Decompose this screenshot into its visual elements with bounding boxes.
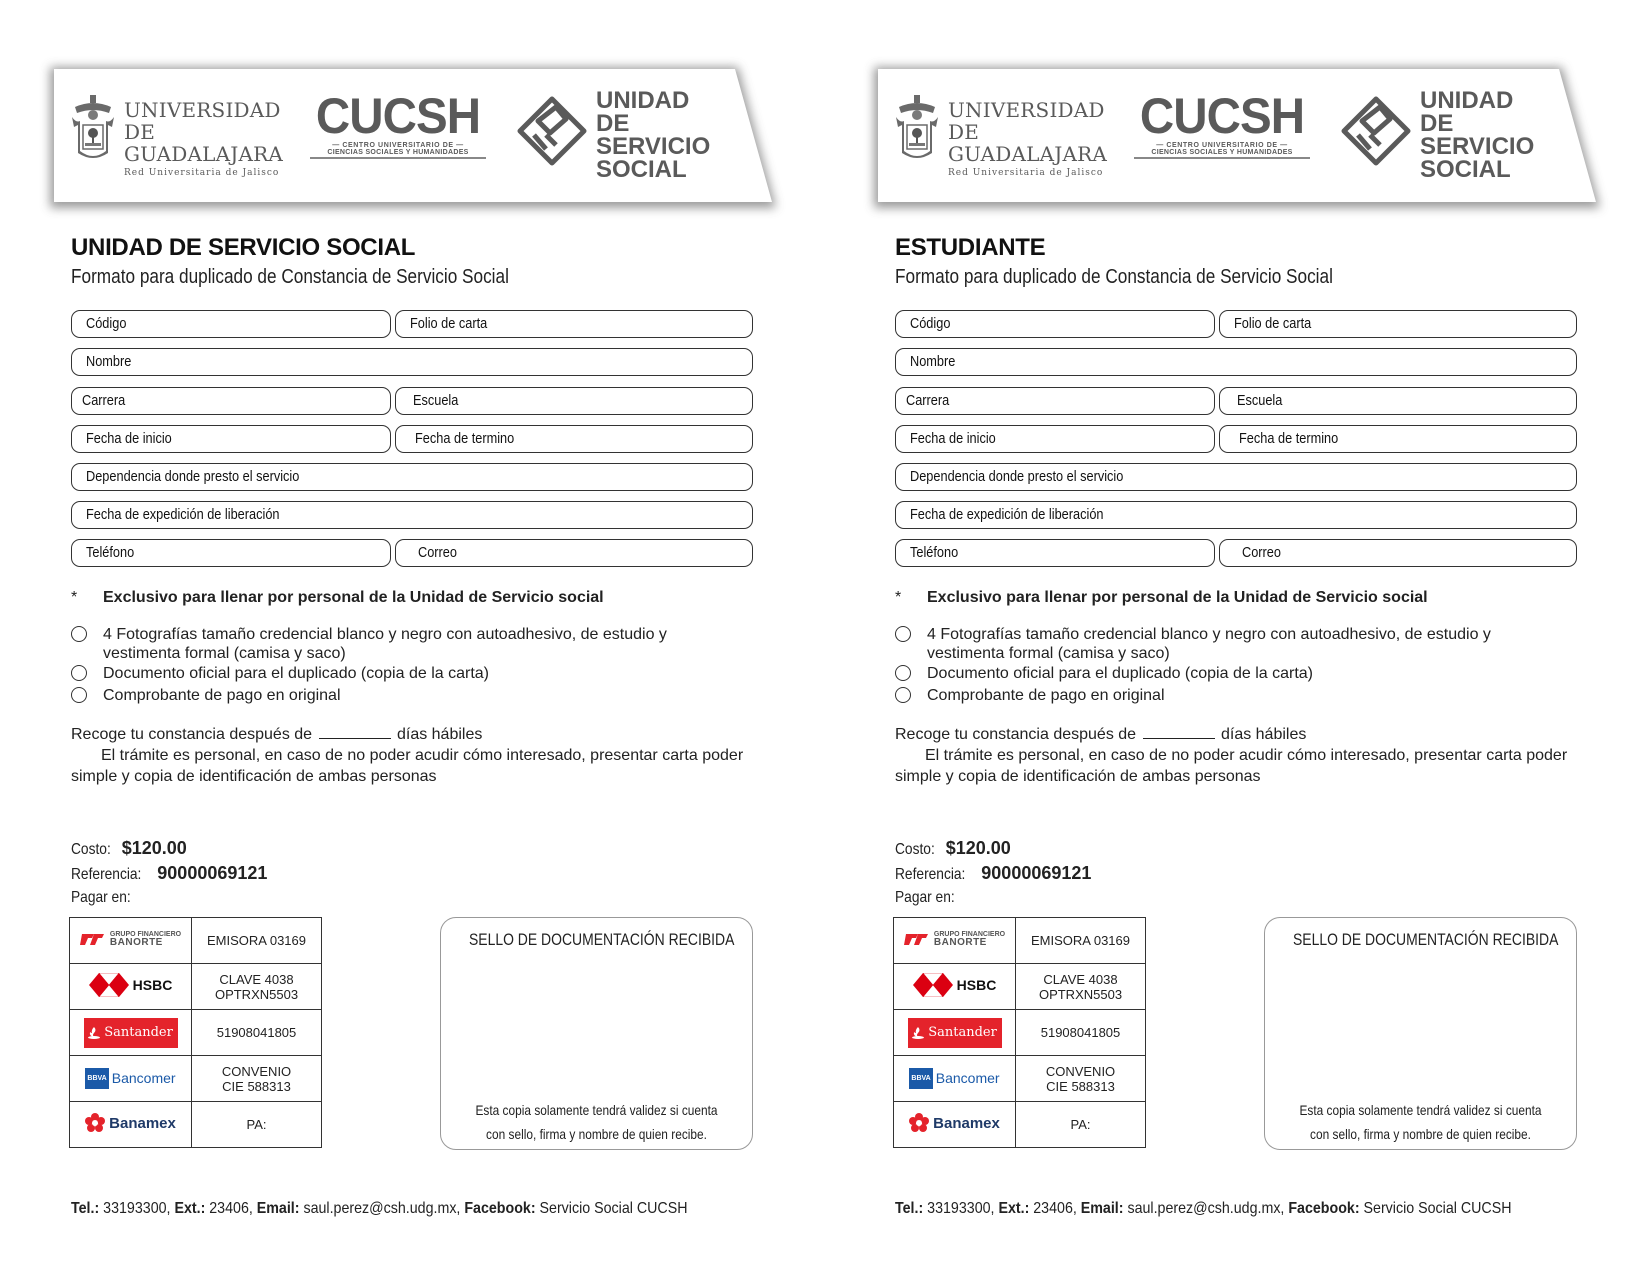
- facebook-label: Facebook:: [464, 1200, 536, 1217]
- bank-row-bancomer: [894, 1056, 1146, 1102]
- banamex-flower-icon: [909, 1113, 929, 1133]
- checklist-text: Documento oficial para el duplicado (copia de la carta): [927, 665, 1313, 682]
- bancomer-detail-line2: CIE 588313: [222, 1078, 291, 1094]
- bank-row-santander: [894, 1010, 1146, 1056]
- fecha-expedicion-label: Fecha de expedición de liberación: [910, 506, 1104, 523]
- correo-field[interactable]: [395, 539, 753, 567]
- escuela-label: Escuela: [413, 392, 459, 409]
- banamex-name: Banamex: [109, 1114, 176, 1132]
- tel-label: Tel.:: [895, 1200, 924, 1217]
- pickup-after: días hábiles: [396, 726, 483, 743]
- checklist-text: 4 Fotografías tamaño credencial blanco y negro con autoadhesivo, de estudio y vestimenta formal (camisa y saco): [103, 626, 667, 662]
- santander-detail: [1016, 1010, 1146, 1056]
- fecha-termino-label: Fecha de termino: [1239, 430, 1339, 447]
- pay-at-label: Pagar en:: [71, 889, 131, 906]
- ext-label: Ext.:: [998, 1200, 1030, 1217]
- stamp-title: SELLO DE DOCUMENTACIÓN RECIBIDA: [468, 930, 735, 949]
- checklist-item-payment[interactable]: [895, 686, 1537, 705]
- asterisk: *: [895, 589, 902, 606]
- checklist-text: Documento oficial para el duplicado (copia de la carta): [103, 665, 489, 682]
- reference-label: Referencia:: [71, 866, 142, 883]
- carrera-field[interactable]: [895, 387, 1215, 415]
- panel-unidad-servicio-social: [0, 0, 800, 1275]
- banorte-logo: [894, 918, 1016, 964]
- bank-row-banorte: [70, 918, 322, 964]
- bank-row-banamex: [894, 1102, 1146, 1148]
- correo-field[interactable]: [1219, 539, 1577, 567]
- asterisk: *: [71, 589, 78, 606]
- banorte-detail-line1: EMISORA 03169: [207, 933, 306, 948]
- telefono-field[interactable]: [71, 539, 391, 567]
- banamex-detail-line1: PA:: [246, 1117, 267, 1132]
- uss-line1: UNIDAD DE: [1420, 87, 1514, 137]
- bancomer-logo: [894, 1056, 1016, 1102]
- folio-field[interactable]: [395, 310, 753, 338]
- cost-label: Costo:: [71, 841, 111, 858]
- santander-detail-line1: 51908041805: [1040, 1025, 1121, 1040]
- udg-tagline: Red Universitaria de Jalisco: [948, 168, 1104, 178]
- radio-circle-icon[interactable]: [895, 687, 911, 703]
- bancomer-name: Bancomer: [111, 1070, 176, 1086]
- email-label: Email:: [1080, 1200, 1124, 1217]
- hsbc-detail-line1: CLAVE 4038: [1043, 971, 1118, 987]
- santander-logo: [894, 1010, 1016, 1056]
- reference-line: [71, 863, 267, 884]
- university-crest-icon: [72, 95, 114, 159]
- bbva-mark: BBVA: [909, 1068, 932, 1089]
- staff-only-text: Exclusivo para llenar por personal de la Unidad de Servicio social: [927, 589, 1428, 606]
- university-crest-icon: [896, 95, 938, 159]
- correo-label: Correo: [418, 544, 457, 561]
- handshake-icon: [516, 95, 588, 167]
- days-blank[interactable]: [1143, 724, 1215, 739]
- carrera-label: Carrera: [82, 392, 126, 409]
- bancomer-logo: [70, 1056, 192, 1102]
- tel-label: Tel.:: [71, 1200, 100, 1217]
- bank-table: [69, 917, 322, 1148]
- hsbc-detail: [1016, 964, 1146, 1010]
- banorte-detail: [192, 918, 322, 964]
- contact-footer: [895, 1200, 1512, 1218]
- pickup-instructions: [895, 724, 1585, 787]
- reference-value: 90000069121: [981, 863, 1092, 883]
- bank-table: [893, 917, 1146, 1148]
- email-value[interactable]: saul.perez@csh.udg.mx,: [1123, 1200, 1289, 1217]
- nombre-label: Nombre: [86, 353, 132, 370]
- reference-line: [895, 863, 1091, 884]
- hsbc-detail-line2: OPTRXN5503: [1038, 986, 1123, 1002]
- escuela-field[interactable]: [1219, 387, 1577, 415]
- cost-label: Costo:: [895, 841, 935, 858]
- nombre-field[interactable]: [71, 348, 753, 376]
- nombre-label: Nombre: [910, 353, 956, 370]
- reference-value: 90000069121: [157, 863, 268, 883]
- form-subtitle: Formato para duplicado de Constancia de Servicio Social: [895, 266, 1333, 288]
- santander-name: Santander: [928, 1025, 997, 1040]
- bbva-mark: BBVA: [85, 1068, 108, 1089]
- udg-logo: [72, 95, 284, 178]
- days-blank[interactable]: [319, 724, 391, 739]
- fecha-expedicion-label: Fecha de expedición de liberación: [86, 506, 280, 523]
- fecha-inicio-field[interactable]: [71, 425, 391, 453]
- folio-label: Folio de carta: [410, 315, 488, 332]
- pay-at-label: Pagar en:: [895, 889, 955, 906]
- banamex-detail[interactable]: [1016, 1102, 1146, 1148]
- procedure-note: El trámite es personal, en caso de no poder acudir cómo interesado, presentar carta poder simple y copia de identificación de ambas personas: [71, 747, 744, 785]
- santander-flame-icon: [912, 1027, 924, 1039]
- cucsh-logo: [310, 88, 486, 161]
- banamex-flower-icon: [85, 1113, 105, 1133]
- bancomer-detail: [192, 1056, 322, 1102]
- pay-at-line: [895, 889, 964, 907]
- dependencia-label: Dependencia donde presto el servicio: [910, 468, 1124, 485]
- fecha-termino-field[interactable]: [395, 425, 753, 453]
- banamex-detail[interactable]: [192, 1102, 322, 1148]
- email-label: Email:: [256, 1200, 300, 1217]
- hsbc-logo: [70, 964, 192, 1010]
- panel-title: ESTUDIANTE: [895, 234, 1046, 261]
- stamp-note-line1: Esta copia solamente tendrá validez si cuenta: [475, 1102, 718, 1118]
- hsbc-name: HSBC: [132, 976, 173, 993]
- header-banner: [54, 69, 772, 202]
- pickup-instructions: [71, 724, 761, 787]
- cucsh-logo: [1134, 88, 1310, 161]
- cucsh-sub2: CIENCIAS SOCIALES Y HUMANIDADES: [1134, 149, 1310, 159]
- banamex-logo: [70, 1102, 192, 1148]
- uss-line2: SERVICIO: [596, 133, 711, 160]
- uss-logo: [1340, 87, 1540, 183]
- radio-circle-icon[interactable]: [895, 665, 911, 681]
- udg-logo: [896, 95, 1108, 178]
- fecha-inicio-label: Fecha de inicio: [86, 430, 172, 447]
- checklist-text: 4 Fotografías tamaño credencial blanco y negro con autoadhesivo, de estudio y vestimenta formal (camisa y saco): [927, 626, 1491, 662]
- bank-row-banamex: [70, 1102, 322, 1148]
- stamp-note-line2: con sello, firma y nombre de quien recibe.: [486, 1126, 707, 1142]
- banamex-name: Banamex: [933, 1114, 1000, 1132]
- reference-label: Referencia:: [895, 866, 966, 883]
- dependencia-field[interactable]: [895, 463, 1577, 491]
- checklist-text: Comprobante de pago en original: [103, 687, 341, 704]
- banamex-detail-line1: PA:: [1070, 1117, 1091, 1132]
- pay-at-line: [71, 889, 140, 907]
- staff-only-note: [71, 589, 604, 607]
- banamex-logo: [894, 1102, 1016, 1148]
- bank-row-bancomer: [70, 1056, 322, 1102]
- checklist-text: Comprobante de pago en original: [927, 687, 1165, 704]
- pickup-before: Recoge tu constancia después de: [895, 726, 1137, 743]
- hsbc-name: HSBC: [956, 976, 997, 993]
- fecha-termino-label: Fecha de termino: [415, 430, 515, 447]
- fecha-inicio-field[interactable]: [895, 425, 1215, 453]
- stamp-box: [440, 917, 753, 1150]
- cost-line: [895, 838, 1011, 859]
- checklist-item-photos[interactable]: [895, 625, 1537, 663]
- escuela-field[interactable]: [395, 387, 753, 415]
- telefono-label: Teléfono: [910, 544, 959, 561]
- ext-label: Ext.:: [174, 1200, 206, 1217]
- udg-tagline: Red Universitaria de Jalisco: [124, 168, 280, 178]
- hsbc-hexagon-icon: [913, 973, 953, 997]
- fecha-inicio-label: Fecha de inicio: [910, 430, 996, 447]
- banorte-tagline: GRUPO FINANCIERO: [109, 930, 182, 938]
- hsbc-hexagon-icon: [89, 973, 129, 997]
- uss-line3: SOCIAL: [1420, 156, 1511, 183]
- hsbc-detail-line2: OPTRXN5503: [214, 986, 299, 1002]
- panel-title: UNIDAD DE SERVICIO SOCIAL: [71, 234, 416, 261]
- checklist-item-document[interactable]: [71, 664, 713, 683]
- codigo-label: Código: [86, 315, 127, 332]
- udg-name-line1: UNIVERSIDAD DE: [948, 98, 1105, 144]
- santander-name: Santander: [104, 1025, 173, 1040]
- form-subtitle: Formato para duplicado de Constancia de Servicio Social: [71, 266, 509, 288]
- checklist-item-photos[interactable]: [71, 625, 713, 663]
- stamp-note-line2: con sello, firma y nombre de quien recibe.: [1310, 1126, 1531, 1142]
- cucsh-wordmark: CUCSH: [315, 88, 481, 144]
- fecha-termino-field[interactable]: [1219, 425, 1577, 453]
- cost-value: $120.00: [945, 838, 1011, 858]
- banorte-tagline: GRUPO FINANCIERO: [933, 930, 1006, 938]
- correo-label: Correo: [1242, 544, 1281, 561]
- uss-logo: [516, 87, 716, 183]
- facebook-label: Facebook:: [1288, 1200, 1360, 1217]
- bancomer-detail-line2: CIE 588313: [1046, 1078, 1115, 1094]
- cucsh-wordmark: CUCSH: [1139, 88, 1305, 144]
- tel-value: 33193300,: [99, 1200, 175, 1217]
- banorte-logo: [70, 918, 192, 964]
- stamp-note: [464, 1098, 728, 1146]
- facebook-value[interactable]: Servicio Social CUCSH: [1359, 1200, 1512, 1217]
- banorte-name: BANORTE: [933, 936, 987, 948]
- santander-detail-line1: 51908041805: [216, 1025, 297, 1040]
- cucsh-sub1: — CENTRO UNIVERSITARIO DE —: [1156, 142, 1288, 149]
- folio-field[interactable]: [1219, 310, 1577, 338]
- carrera-field[interactable]: [71, 387, 391, 415]
- cucsh-sub2: CIENCIAS SOCIALES Y HUMANIDADES: [310, 149, 486, 159]
- udg-name-line2: GUADALAJARA: [124, 142, 284, 166]
- ext-value: 23406,: [1029, 1200, 1081, 1217]
- stamp-box: [1264, 917, 1577, 1150]
- ext-value: 23406,: [205, 1200, 257, 1217]
- bancomer-name: Bancomer: [935, 1070, 1000, 1086]
- telefono-field[interactable]: [895, 539, 1215, 567]
- banorte-detail-line1: EMISORA 03169: [1031, 933, 1130, 948]
- uss-line1: UNIDAD DE: [596, 87, 690, 137]
- banorte-icon: [904, 931, 930, 947]
- escuela-label: Escuela: [1237, 392, 1283, 409]
- hsbc-detail-line1: CLAVE 4038: [219, 971, 294, 987]
- bank-row-santander: [70, 1010, 322, 1056]
- codigo-field[interactable]: [71, 310, 391, 338]
- nombre-field[interactable]: [895, 348, 1577, 376]
- uss-line3: SOCIAL: [596, 156, 687, 183]
- bank-row-hsbc: [70, 964, 322, 1010]
- santander-detail: [192, 1010, 322, 1056]
- cost-value: $120.00: [121, 838, 187, 858]
- codigo-field[interactable]: [895, 310, 1215, 338]
- banorte-detail: [1016, 918, 1146, 964]
- checklist-item-payment[interactable]: [71, 686, 713, 705]
- bank-row-hsbc: [894, 964, 1146, 1010]
- pickup-after: días hábiles: [1220, 726, 1307, 743]
- staff-only-note: [895, 589, 1428, 607]
- radio-circle-icon[interactable]: [71, 626, 87, 642]
- staff-only-text: Exclusivo para llenar por personal de la Unidad de Servicio social: [103, 589, 604, 606]
- fecha-expedicion-field[interactable]: [895, 501, 1577, 529]
- facebook-value[interactable]: Servicio Social CUCSH: [535, 1200, 688, 1217]
- bank-row-banorte: [894, 918, 1146, 964]
- email-value[interactable]: saul.perez@csh.udg.mx,: [299, 1200, 465, 1217]
- handshake-icon: [1340, 95, 1412, 167]
- radio-circle-icon[interactable]: [71, 665, 87, 681]
- fecha-expedicion-field[interactable]: [71, 501, 753, 529]
- banorte-icon: [80, 931, 106, 947]
- banorte-name: BANORTE: [109, 936, 163, 948]
- hsbc-detail: [192, 964, 322, 1010]
- stamp-title: SELLO DE DOCUMENTACIÓN RECIBIDA: [1292, 930, 1559, 949]
- codigo-label: Código: [910, 315, 951, 332]
- telefono-label: Teléfono: [86, 544, 135, 561]
- bancomer-detail-line1: CONVENIO: [221, 1063, 292, 1079]
- pickup-before: Recoge tu constancia después de: [71, 726, 313, 743]
- udg-name-line1: UNIVERSIDAD DE: [124, 98, 281, 144]
- udg-name-line2: GUADALAJARA: [948, 142, 1108, 166]
- cucsh-sub1: — CENTRO UNIVERSITARIO DE —: [332, 142, 464, 149]
- checklist-item-document[interactable]: [895, 664, 1537, 683]
- bancomer-detail: [1016, 1056, 1146, 1102]
- header-banner: [878, 69, 1596, 202]
- uss-line2: SERVICIO: [1420, 133, 1535, 160]
- santander-logo: [70, 1010, 192, 1056]
- folio-label: Folio de carta: [1234, 315, 1312, 332]
- carrera-label: Carrera: [906, 392, 950, 409]
- contact-footer: [71, 1200, 688, 1218]
- radio-circle-icon[interactable]: [71, 687, 87, 703]
- dependencia-label: Dependencia donde presto el servicio: [86, 468, 300, 485]
- tel-value: 33193300,: [923, 1200, 999, 1217]
- radio-circle-icon[interactable]: [895, 626, 911, 642]
- stamp-note-line1: Esta copia solamente tendrá validez si cuenta: [1299, 1102, 1542, 1118]
- hsbc-logo: [894, 964, 1016, 1010]
- panel-estudiante: [824, 0, 1624, 1275]
- santander-flame-icon: [88, 1027, 100, 1039]
- procedure-note: El trámite es personal, en caso de no poder acudir cómo interesado, presentar carta poder simple y copia de identificación de ambas personas: [895, 747, 1568, 785]
- dependencia-field[interactable]: [71, 463, 753, 491]
- bancomer-detail-line1: CONVENIO: [1045, 1063, 1116, 1079]
- cost-line: [71, 838, 187, 859]
- stamp-note: [1288, 1098, 1552, 1146]
